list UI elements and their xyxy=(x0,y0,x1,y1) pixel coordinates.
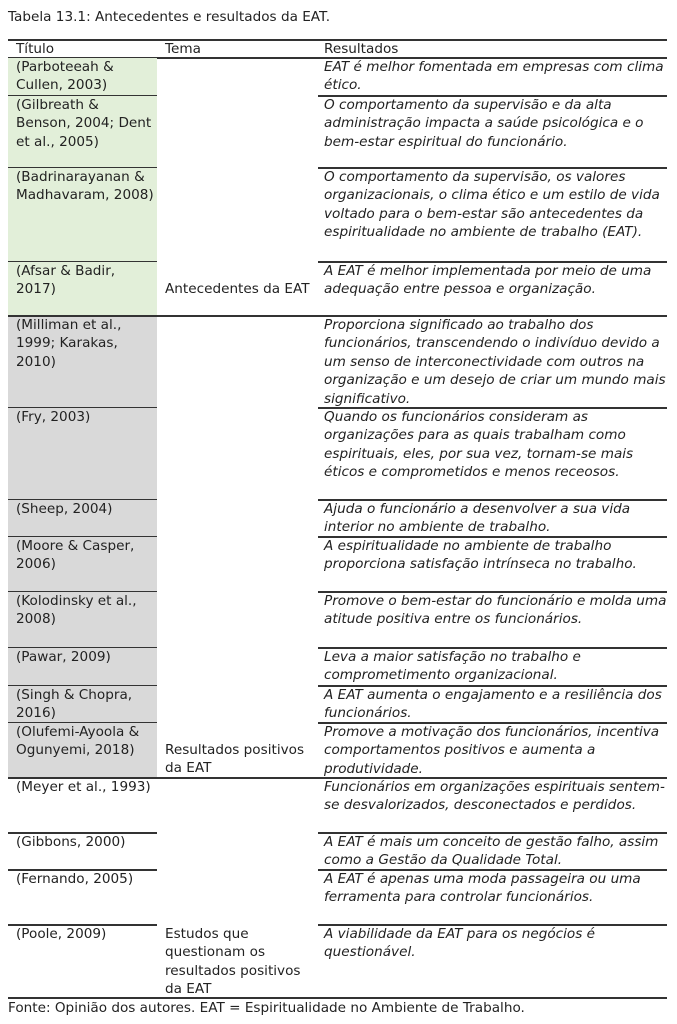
cell-titulo: (Sheep, 2004) xyxy=(8,500,157,537)
cell-resultado: O comportamento da supervisão e da alta administração impacta a saúde psicológica e o bem-estar espiritual do funcionário. xyxy=(324,97,644,150)
cell-resultado: A EAT aumenta o engajamento e a resiliência dos funcionários. xyxy=(324,687,662,722)
theme-positivos: Resultados positivos da EAT xyxy=(165,742,305,777)
cell-titulo: (Poole, 2009) xyxy=(16,926,107,942)
cell-titulo: (Fry, 2003) xyxy=(8,408,157,500)
theme-rule xyxy=(8,315,667,317)
cell-resultado: A espiritualidade no ambiente de trabalho proporciona satisfação intrínseca no trabalho. xyxy=(324,538,637,573)
table-footnote: Fonte: Opinião dos autores. EAT = Espiritualidade no Ambiente de Trabalho. xyxy=(8,1000,525,1016)
theme-rule xyxy=(8,777,667,779)
cell-resultado: A viabilidade da EAT para os negócios é questionável. xyxy=(324,926,595,961)
cell-resultado: Promove a motivação dos funcionários, incentiva comportamentos positivos e aumenta a produtividade. xyxy=(324,724,660,777)
cell-titulo: (Olufemi-Ayoola & Ogunyemi, 2018) xyxy=(8,723,157,778)
cell-titulo: (Moore & Casper, 2006) xyxy=(8,537,157,592)
cell-resultado: Proporciona significado ao trabalho dos funcionários, transcendendo o indivíduo devido a um senso de interconectividade com outros na organização e um desejo de criar um mundo mais significativo. xyxy=(324,317,666,407)
cell-resultado: Leva a maior satisfação no trabalho e comprometimento organizacional. xyxy=(324,649,581,684)
cell-resultado: Quando os funcionários consideram as organizações para as quais trabalham como espirituais, eles, por sua vez, tornam-se mais éticos e comprometidos e menos receosos. xyxy=(324,409,634,481)
cell-resultado: Ajuda o funcionário a desenvolver a sua vida interior no ambiente de trabalho. xyxy=(324,501,631,536)
header-titulo: Título xyxy=(16,41,55,57)
cell-resultado: A EAT é mais um conceito de gestão falho, assim como a Gestão da Qualidade Total. xyxy=(324,834,659,869)
theme-questionam: Estudos que questionam os resultados positivos da EAT xyxy=(165,926,301,998)
cell-resultado: Funcionários em organizações espirituais sentem-se desvalorizados, desconectados e perdidos. xyxy=(324,779,665,814)
cell-resultado: A EAT é apenas uma moda passageira ou uma ferramenta para controlar funcionários. xyxy=(324,871,641,906)
cell-titulo: (Badrinarayanan & Madhavaram, 2008) xyxy=(8,168,157,262)
results-table xyxy=(8,0,667,1024)
theme-antecedentes: Antecedentes da EAT xyxy=(165,281,310,297)
cell-titulo: (Pawar, 2009) xyxy=(8,648,157,686)
table-caption: Tabela 13.1: Antecedentes e resultados da EAT. xyxy=(8,9,331,25)
cell-titulo: (Singh & Chopra, 2016) xyxy=(8,686,157,723)
header-tema: Tema xyxy=(165,41,201,57)
cell-titulo: (Meyer et al., 1993) xyxy=(16,779,151,795)
header-resultados: Resultados xyxy=(324,41,399,57)
cell-titulo: (Gilbreath & Benson, 2004; Dent et al., 2005) xyxy=(8,96,157,168)
cell-resultado: EAT é melhor fomentada em empresas com clima ético. xyxy=(324,59,664,94)
cell-resultado: O comportamento da supervisão, os valores organizacionais, o clima ético e um estilo de vida voltado para o bem-estar são antecedentes da espiritualidade no ambiente de trabalho (EAT). xyxy=(324,169,660,241)
cell-titulo: (Afsar & Badir, 2017) xyxy=(8,262,157,316)
cell-titulo: (Fernando, 2005) xyxy=(16,871,134,887)
cell-titulo: (Parboteeah & Cullen, 2003) xyxy=(8,58,157,96)
cell-titulo: (Milliman et al., 1999; Karakas, 2010) xyxy=(8,316,157,408)
cell-titulo: (Gibbons, 2000) xyxy=(16,834,126,850)
cell-titulo: (Kolodinsky et al., 2008) xyxy=(8,592,157,648)
cell-resultado: Promove o bem-estar do funcionário e molda uma atitude positiva entre os funcionários. xyxy=(324,593,667,628)
cell-resultado: A EAT é melhor implementada por meio de uma adequação entre pessoa e organização. xyxy=(324,263,652,298)
